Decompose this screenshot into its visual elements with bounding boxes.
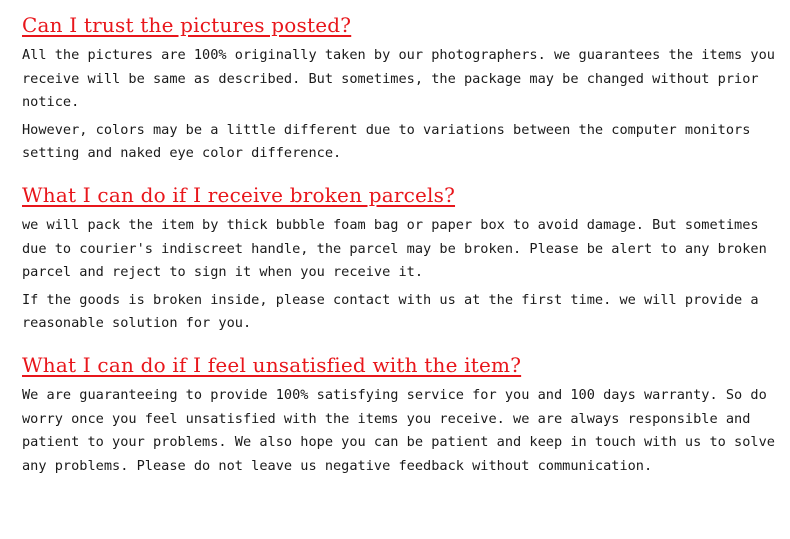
faq-question-pictures: Can I trust the pictures posted? — [22, 13, 352, 37]
faq-question-unsatisfied: What I can do if I feel unsatisfied with the item? — [22, 352, 522, 377]
faq-answer-paragraph: we will pack the item by thick bubble foam bag or paper box to avoid damage. But sometimes due to courier's indiscreet handle, the parcel may be broken. Please be alert to any broken parcel and reject to sign it when you receive it. — [22, 216, 767, 281]
faq-content — [22, 14, 782, 496]
faq-section-unsatisfied — [22, 354, 782, 478]
faq-answer-paragraph: If the goods is broken inside, please contact with us at the first time. we will provide a reasonable solution for you. — [22, 291, 759, 332]
faq-section-pictures — [22, 14, 782, 166]
faq-answer-paragraph: All the pictures are 100% originally taken by our photographers. we guarantees the items you receive will be same as described. But sometimes, the package may be changed without prior notice. — [22, 47, 775, 111]
faq-answer-paragraph: We are guaranteeing to provide 100% satisfying service for you and 100 days warranty. So do worry once you feel unsatisfied with the items you receive. we are always responsible and patient to your problems. We also hope you can be patient and keep in touch with us to solve any problems. Please do not leave us negative feedback without communication. — [22, 386, 775, 474]
faq-answer-paragraph: However, colors may be a little different due to variations between the computer monitors setting and naked eye color difference. — [22, 121, 751, 162]
faq-section-broken-parcels — [22, 184, 782, 336]
faq-question-broken-parcels: What I can do if I receive broken parcels? — [22, 182, 456, 207]
